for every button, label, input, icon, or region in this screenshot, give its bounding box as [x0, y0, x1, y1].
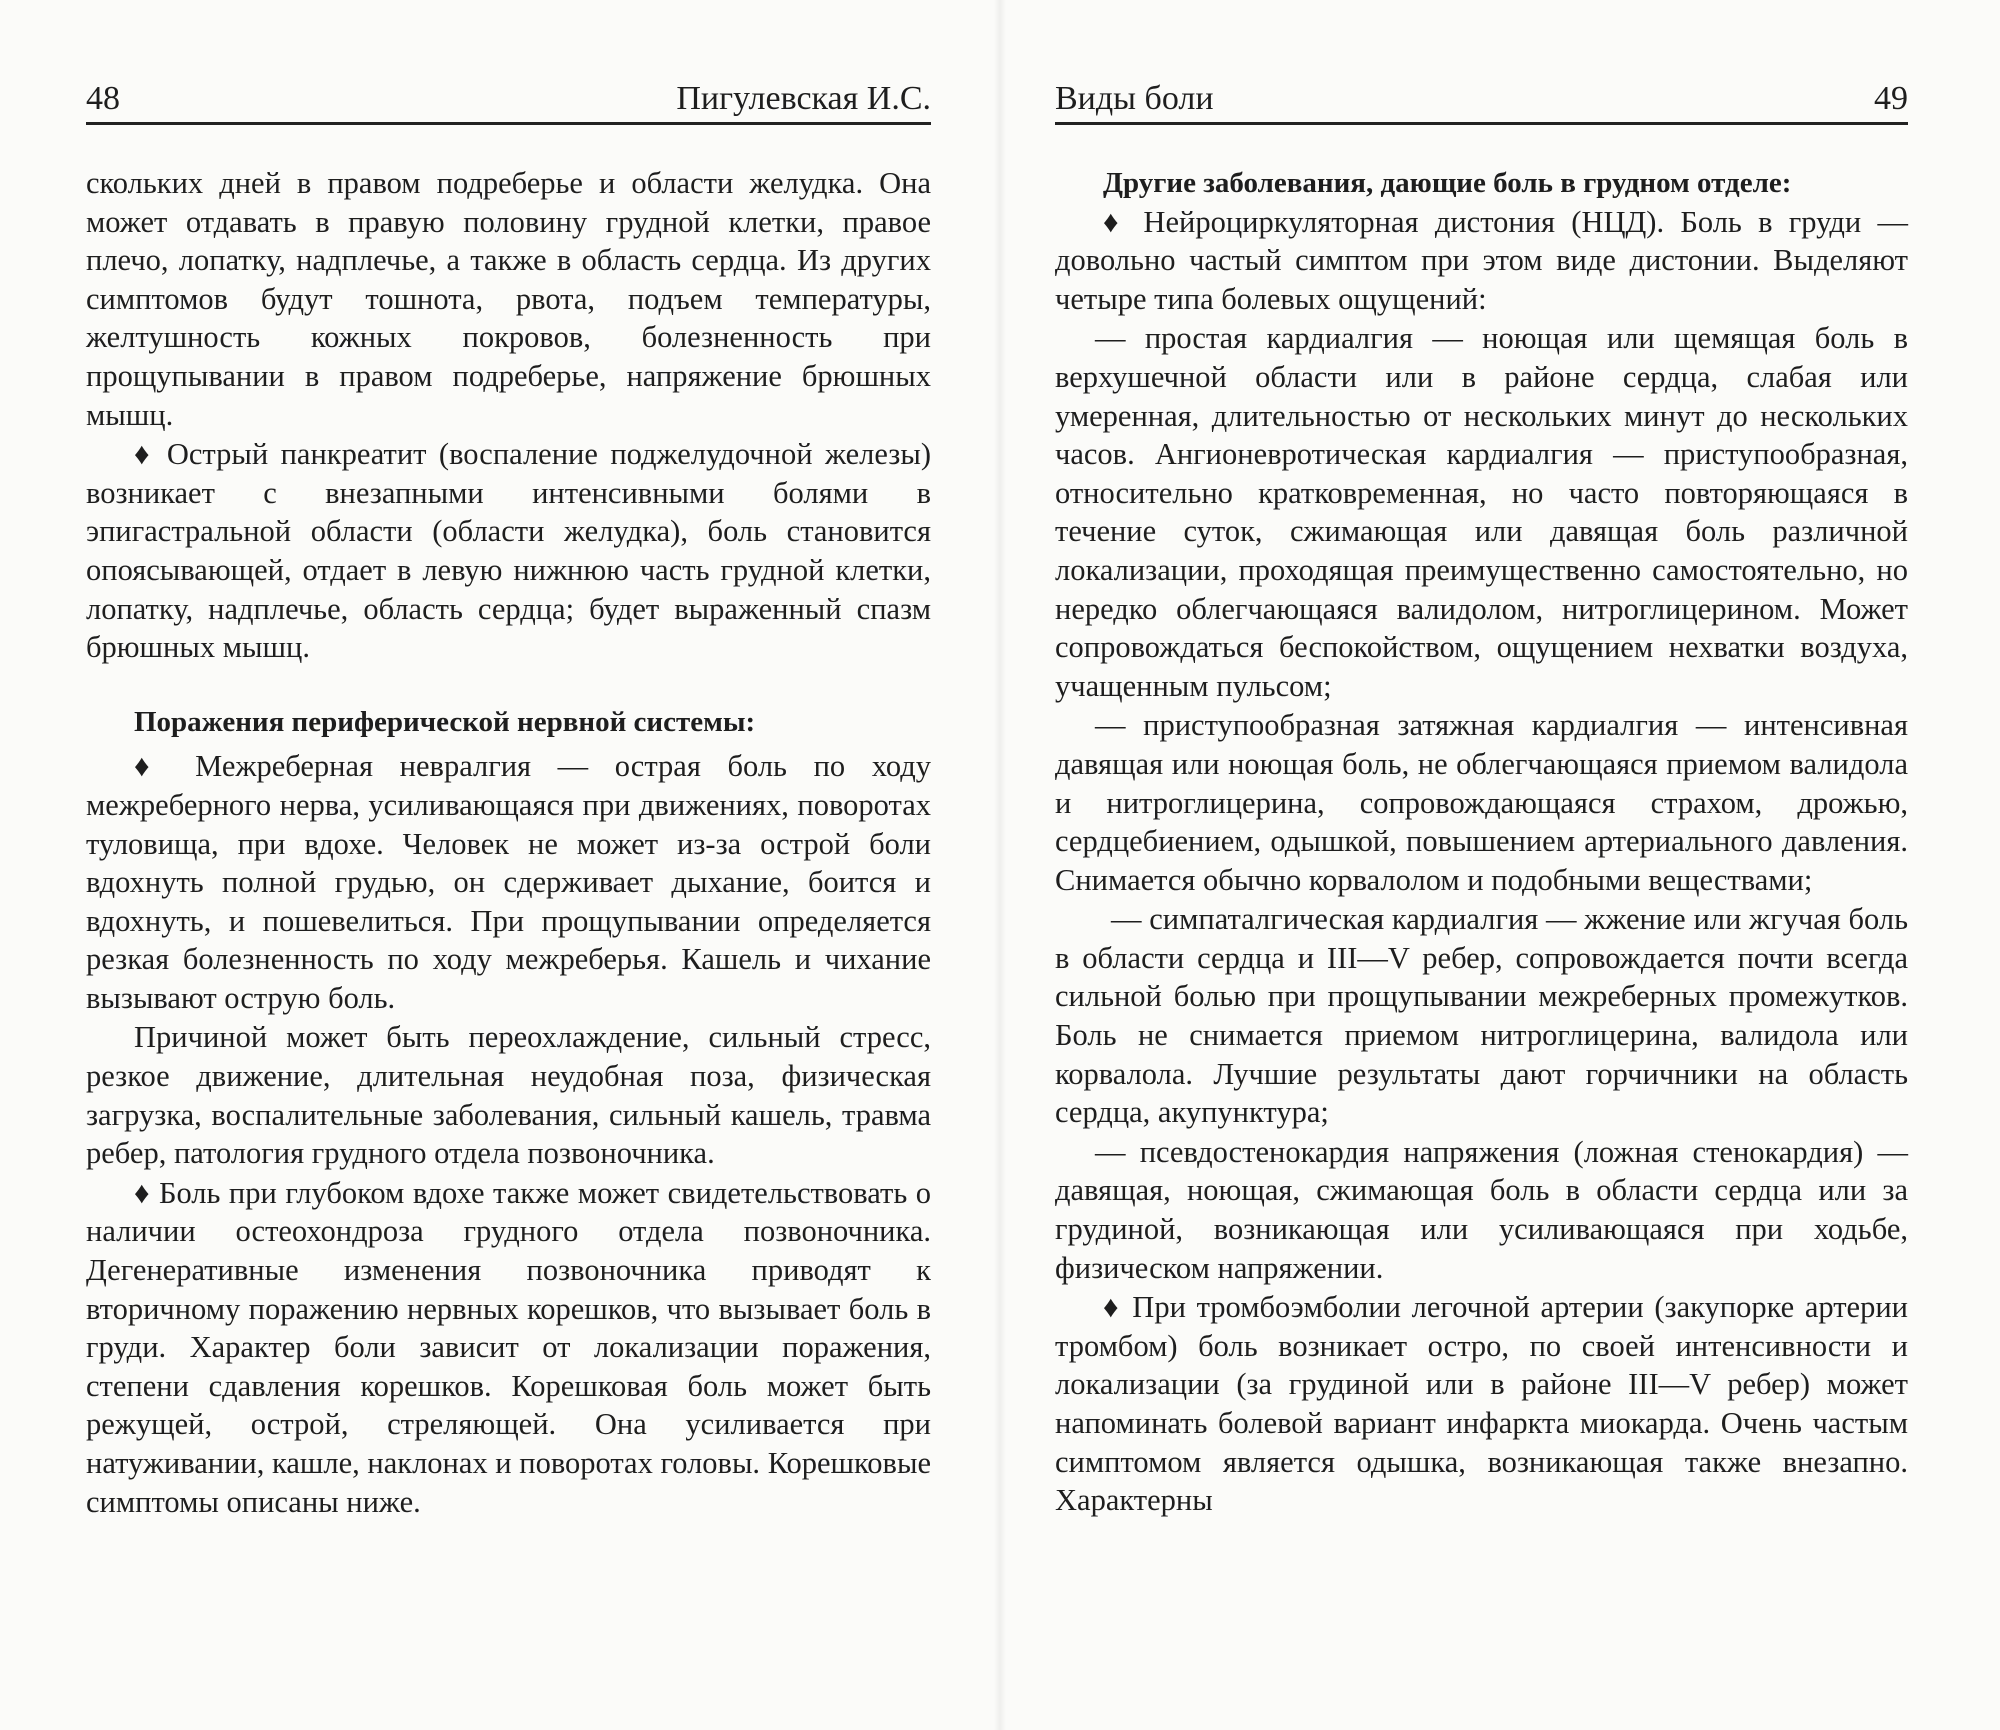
left-page-number: 48 — [86, 80, 120, 117]
dash-paragraph: — симпаталгическая кардиалгия — жжение или жгучая боль в области сердца и III—V ребер, сопровождается почти всегда сильной болью при прощупывании межреберных промежутков. Боль не снимается приемом нитроглицерина, валидола или корвалола. Лучшие результаты дают горчичники на область сердца, акупунктура; — [1055, 902, 1908, 1130]
right-running-title: Виды боли — [1055, 80, 1214, 117]
right-header-rule — [1055, 122, 1908, 125]
bullet-paragraph: ♦ При тромбоэмболии легочной артерии (закупорке артерии тромбом) боль возникает остро, по своей интенсивности и локализации (за грудиной или в районе III—V ребер) может напоминать болевой вариант инфаркта миокарда. Очень частым симптомом является одышка, возникающая также внезапно. Характерны — [1055, 1290, 1908, 1518]
right-page-body — [1055, 164, 1908, 1520]
left-page-body — [86, 164, 931, 1521]
bullet-paragraph: ♦ Межреберная невралгия — острая боль по ходу межреберного нерва, усиливающаяся при движениях, поворотах туловища, при вдохе. Человек не может из-за острой боли вдохнуть полной грудью, он сдерживает дыхание, боится и вдохнуть, и пошевелиться. При прощупывании определяется резкая болезненность по ходу межреберья. Кашель и чихание вызывают острую боль. — [86, 749, 931, 1015]
left-running-head — [86, 76, 931, 122]
bullet-paragraph: ♦ Острый панкреатит (воспаление поджелудочной железы) возникает с внезапными интенсивными болями в эпигастральной области (области желудка), боль становится опоясывающей, отдает в левую нижнюю часть грудной клетки, лопатку, надплечье, область сердца; будет выраженный спазм брюшных мышц. — [86, 437, 931, 665]
right-page — [1000, 0, 2000, 1730]
bullet-paragraph: ♦ Боль при глубоком вдохе также может свидетельствовать о наличии остеохондроза грудного отдела позвоночника. Дегенеративные изменения позвоночника приводят к вторичному поражению нервных корешков, что вызывает боль в груди. Характер боли зависит от локализации поражения, степени сдавления корешков. Корешковая боль может быть режущей, острой, стреляющей. Она усиливается при натуживании, кашле, наклонах и поворотах головы. Корешковые симптомы описаны ниже. — [86, 1175, 931, 1519]
paragraph: скольких дней в правом подреберье и области желудка. Она может отдавать в правую половину грудной клетки, правое плечо, лопатку, надплечье, а также в область сердца. Из других симптомов будут тошнота, рвота, подъем температуры, желтушность кожных покровов, болезненность при прощупывании в правом подреберье, напряжение брюшных мышц. — [86, 166, 931, 432]
dash-paragraph: — приступообразная затяжная кардиалгия — интенсивная давящая или ноющая боль, не облегчающаяся приемом валидола и нитроглицерина, сопровождающаяся страхом, дрожью, сердцебиением, одышкой, повышением артериального давления. Снимается обычно корвалолом и подобными веществами; — [1055, 708, 1908, 897]
right-running-head — [1055, 76, 1908, 122]
paragraph: Причиной может быть переохлаждение, сильный стресс, резкое движение, длительная неудобная поза, физическая загрузка, воспалительные заболевания, сильный кашель, травма ребер, патология грудного отдела позвоночника. — [86, 1020, 931, 1171]
section-heading: Другие заболевания, дающие боль в грудном отделе: — [1103, 167, 1792, 199]
dash-paragraph: — псевдостенокардия напряжения (ложная стенокардия) — давящая, ноющая, сжимающая боль в области сердца или за грудиной, возникающая или усиливающаяся при ходьбе, физическом напряжении. — [1055, 1134, 1908, 1285]
left-running-title: Пигулевская И.С. — [676, 80, 931, 117]
section-heading: Поражения периферической нервной системы: — [134, 705, 756, 738]
right-page-number: 49 — [1874, 80, 1908, 117]
bullet-paragraph: ♦ Нейроциркуляторная дистония (НЦД). Боль в груди — довольно частый симптом при этом виде дистонии. Выделяют четыре типа болевых ощущений: — [1055, 204, 1908, 316]
dash-paragraph: — простая кардиалгия — ноющая или щемящая боль в верхушечной области или в районе сердца, слабая или умеренная, длительностью от нескольких минут до нескольких часов. Ангионевротическая кардиалгия — приступообразная, относительно кратковременная, но часто повторяющаяся в течение суток, сжимающая или давящая боль различной локализации, проходящая преимущественно самостоятельно, но нередко облегчающаяся валидолом, нитроглицерином. Может сопровождаться беспокойством, ощущением нехватки воздуха, учащенным пульсом; — [1055, 321, 1908, 703]
left-header-rule — [86, 122, 931, 125]
